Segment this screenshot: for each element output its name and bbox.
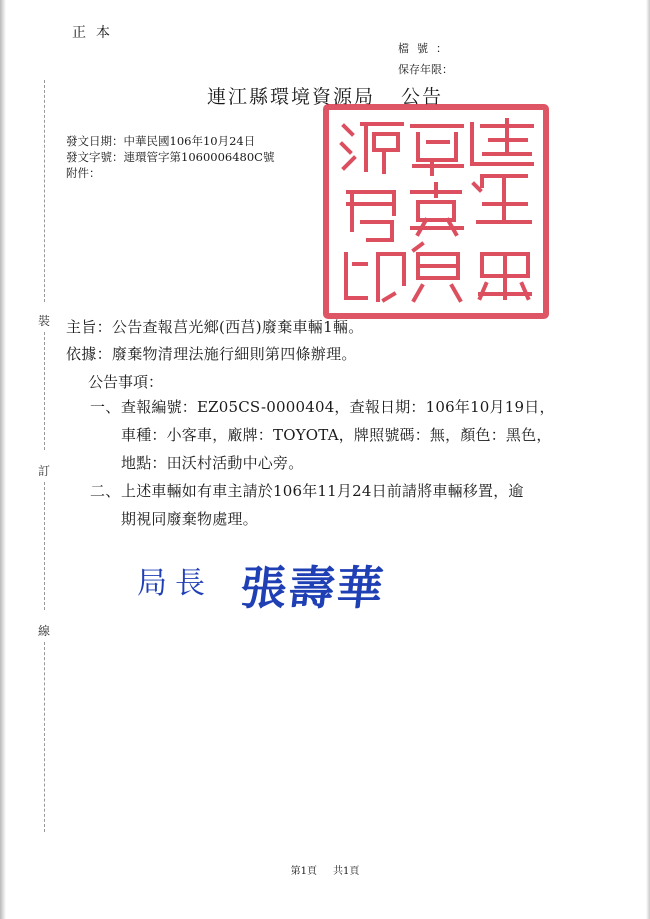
notice-heading: 公告事項： [88,373,164,391]
basis-line: 依據：廢棄物清理法施行細則第四條辦理。 [66,345,357,363]
binding-char: 裝 [38,314,51,328]
official-seal-stamp [322,104,550,319]
page-footer [0,862,650,877]
binding-char: 線 [38,624,51,638]
notice-item-line: 車種：小客車，廠牌：TOYOTA，牌照號碼：無，顏色：黑色， [121,426,552,444]
agency-name: 連江縣環境資源局 [206,86,375,108]
notice-item-number: 一、 [90,398,121,416]
notice-item-line: 查報編號：EZ05CS-0000404，查報日期：106年10月19日， [121,398,555,416]
director-signature-block [137,552,457,616]
binding-char: 訂 [38,464,51,478]
notice-item-line: 地點：田沃村活動中心旁。 [121,454,304,472]
issue-number: 發文字號：連環管字第1060006480C號 [66,150,275,164]
notice-item-line: 上述車輛如有車主請於106年11月24日前請將車輛移置，逾 [121,482,524,500]
issue-date: 發文日期：中華民國106年10月24日 [66,134,256,148]
binding-dashed-line [44,482,45,610]
notice-item-number: 二、 [90,482,121,500]
archive-number-label: 檔號： [398,42,455,55]
attachment-label: 附件： [66,166,101,180]
retention-period-label: 保存年限： [398,63,453,76]
binding-dashed-line [44,642,45,832]
notice-item-line: 期視同廢棄物處理。 [121,510,258,528]
binding-dashed-line [44,332,45,450]
document-type: 公告 [401,86,444,108]
page-edge-shadow-right [646,0,650,919]
page-edge-shadow [0,0,6,919]
page-total: 共1頁 [333,866,360,877]
subject-line: 主旨：公告查報莒光鄉(西莒)廢棄車輛1輛。 [66,318,364,336]
director-title: 局長 [137,566,213,601]
page-number: 第1頁 [290,866,317,877]
issue-info [66,133,274,181]
director-signature: 張壽華 [237,561,388,615]
copy-label: 正本 [72,25,120,41]
binding-dashed-line [44,80,45,302]
